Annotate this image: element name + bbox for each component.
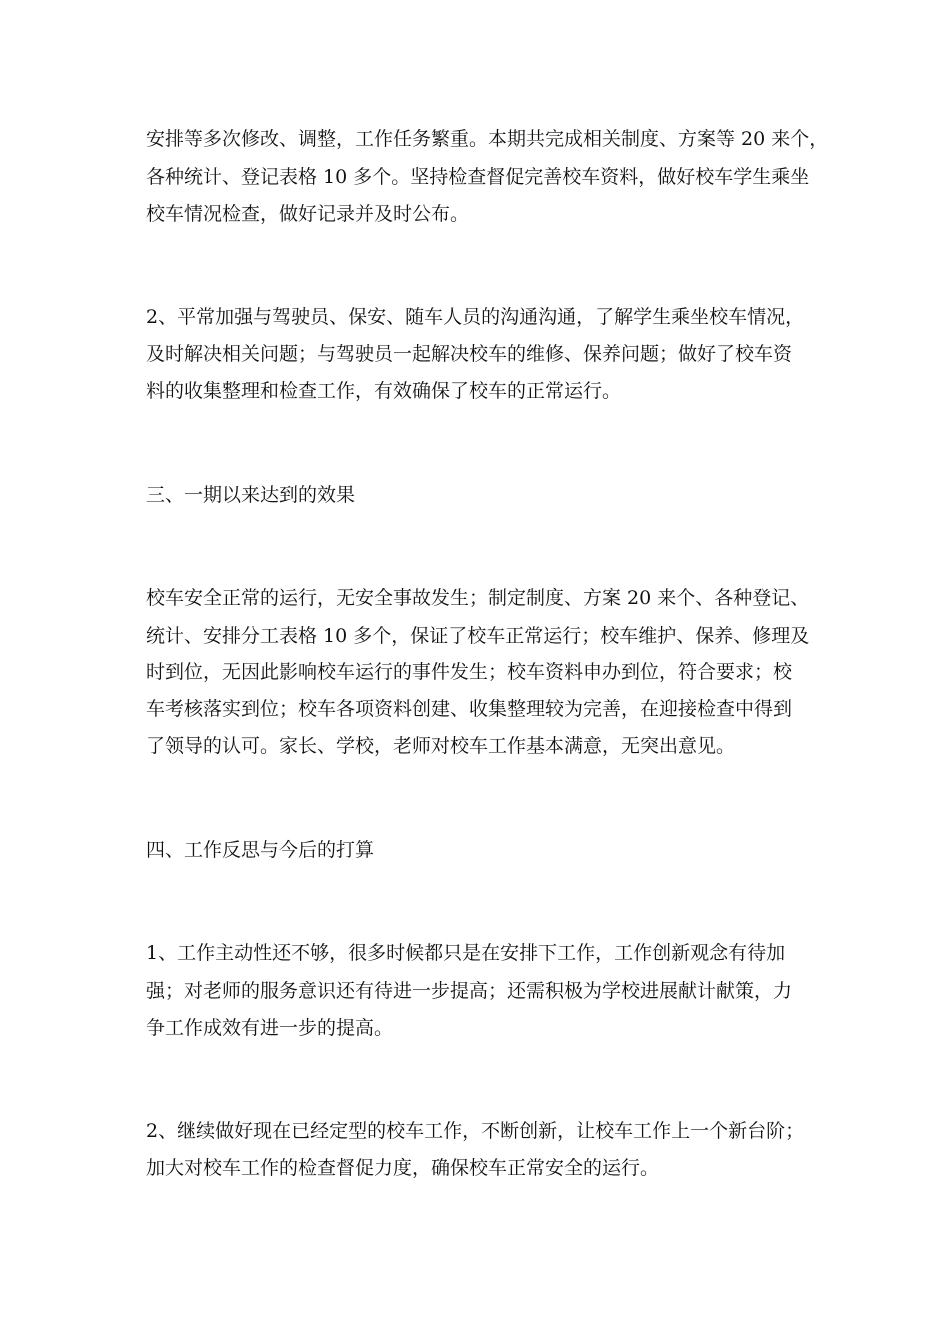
paragraph-line: 了领导的认可。家长、学校，老师对校车工作基本满意，无突出意见。 — [146, 735, 736, 757]
paragraph-line: 料的收集整理和检查工作，有效确保了校车的正常运行。 — [146, 380, 622, 402]
paragraph-line: 及时解决相关问题；与驾驶员一起解决校车的维修、保养问题；做好了校车资 — [146, 343, 793, 365]
paragraph-line: 校车安全正常的运行，无安全事故发生；制定制度、方案 20 来个、各种登记、 — [146, 587, 810, 609]
section-heading-4: 四、工作反思与今后的打算 — [146, 839, 375, 861]
paragraph-line: 车考核落实到位；校车各项资料创建、收集整理较为完善，在迎接检查中得到 — [146, 698, 793, 720]
paragraph-line: 各种统计、登记表格 10 多个。坚持检查督促完善校车资料，做好校车学生乘坐 — [146, 166, 810, 188]
paragraph-line: 时到位，无因此影响校车运行的事件发生；校车资料申办到位，符合要求；校 — [146, 661, 793, 683]
paragraph-line: 加大对校车工作的检查督促力度，确保校车正常安全的运行。 — [146, 1157, 660, 1179]
paragraph-line: 争工作成效有进一步的提高。 — [146, 1017, 394, 1039]
paragraph-line: 校车情况检查，做好记录并及时公布。 — [146, 203, 470, 225]
paragraph-line: 2、平常加强与驾驶员、保安、随车人员的沟通沟通，了解学生乘坐校车情况， — [146, 306, 805, 328]
section-heading-3: 三、一期以来达到的效果 — [146, 484, 356, 506]
paragraph-line: 1、工作主动性还不够，很多时候都只是在安排下工作，工作创新观念有待加 — [146, 942, 786, 964]
paragraph-line: 强；对老师的服务意识还有待进一步提高；还需积极为学校进展献计献策，力 — [146, 980, 793, 1002]
paragraph-line: 统计、安排分工表格 10 多个，保证了校车正常运行；校车维护、保养、修理及 — [146, 625, 810, 647]
paragraph-line: 2、继续做好现在已经定型的校车工作，不断创新，让校车工作上一个新台阶； — [146, 1120, 805, 1142]
paragraph-line: 安排等多次修改、调整，工作任务繁重。本期共完成相关制度、方案等 20 来个， — [146, 128, 829, 150]
